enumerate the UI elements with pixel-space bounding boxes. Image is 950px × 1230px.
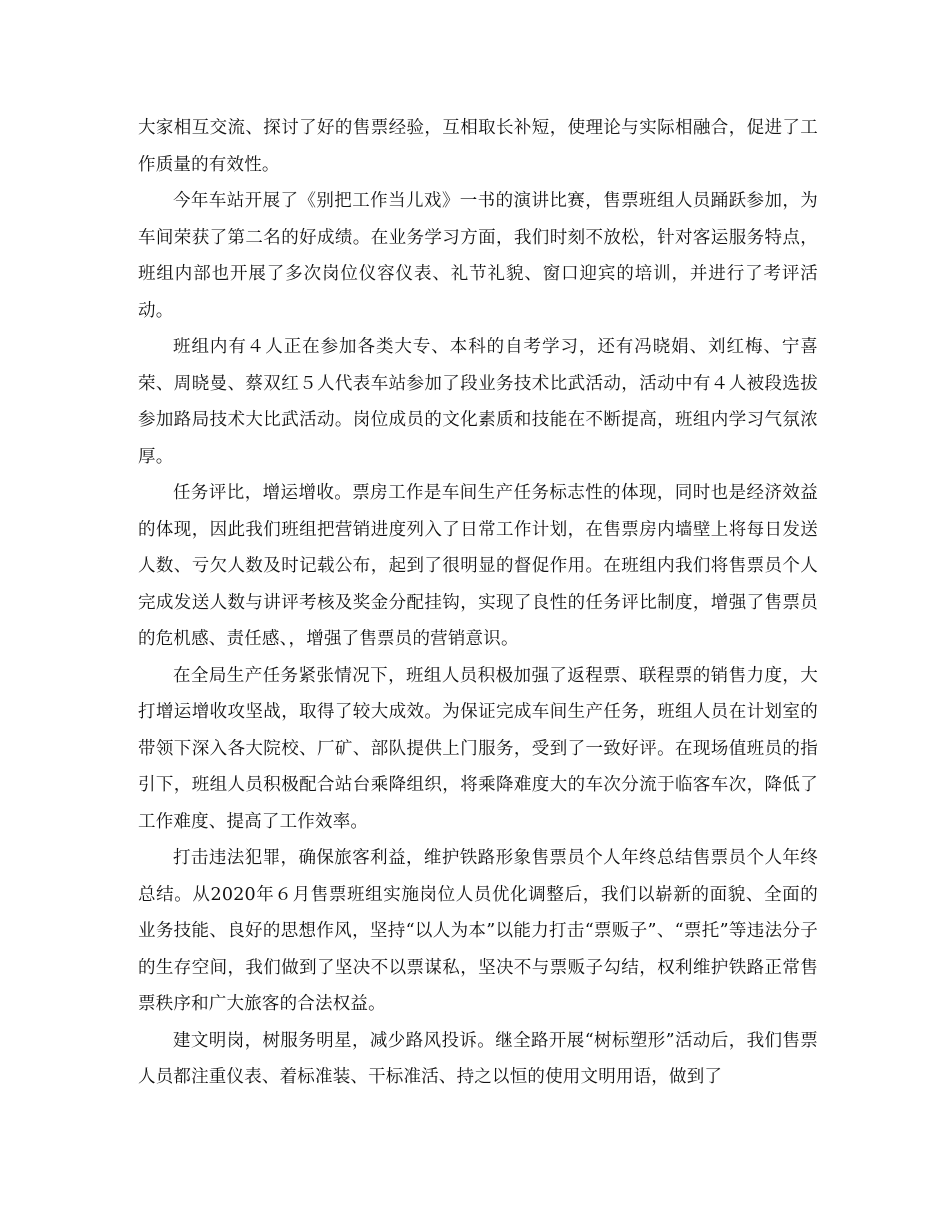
paragraph: 任务评比，增运增收。票房工作是车间生产任务标志性的体现，同时也是经济效益的体现，因此我们班组把营销进度列入了日常工作计划，在售票房内墙壁上将每日发送人数、亏欠人数及时记载公布，起到了很明显的督促作用。在班组内我们将售票员个人完成发送人数与讲评考核及奖金分配挂钩，实现了良性的任务评比制度，增强了售票员的危机感、责任感、，增强了售票员的营销意识。	[138, 483, 818, 649]
paragraph: 班组内有４人正在参加各类大专、本科的自考学习，还有冯晓娟、刘红梅、宁喜荣、周晓曼、蔡双红５人代表车站参加了段业务技术比武活动，活动中有４人被段选拔参加路局技术大比武活动。岗位成员的文化素质和技能在不断提高，班组内学习气氛浓厚。	[138, 337, 818, 467]
paragraph: 打击违法犯罪，确保旅客利益，维护铁路形象售票员个人年终总结售票员个人年终总结。从2020年６月售票班组实施岗位人员优化调整后，我们以崭新的面貌、全面的业务技能、良好的思想作风，坚持“以人为本”以能力打击“票贩子”、“票托”等违法分子的生存空间，我们做到了坚决不以票谋私，坚决不与票贩子勾结，权利维护铁路正常售票秩序和广大旅客的合法权益。	[138, 848, 818, 1014]
paragraph: 在全局生产任务紧张情况下，班组人员积极加强了返程票、联程票的销售力度，大打增运增收攻坚战，取得了较大成效。为保证完成车间生产任务，班组人员在计划室的带领下深入各大院校、厂矿、部队提供上门服务，受到了一致好评。在现场值班员的指引下，班组人员积极配合站台乘降组织，将乘降难度大的车次分流于临客车次，降低了工作难度、提高了工作效率。	[138, 665, 818, 832]
paragraph: 今年车站开展了《别把工作当儿戏》一书的演讲比赛，售票班组人员踊跃参加，为车间荣获了第二名的好成绩。在业务学习方面，我们时刻不放松，针对客运服务特点，班组内部也开展了多次岗位仪容仪表、礼节礼貌、窗口迎宾的培训，并进行了考评活动。	[138, 191, 818, 321]
paragraph: 建文明岗，树服务明星，减少路风投诉。继全路开展“树标塑形”活动后，我们售票人员都注重仪表、着标准装、干标准活、持之以恒的使用文明用语，做到了	[138, 1030, 818, 1087]
paragraph: 大家相互交流、探讨了好的售票经验，互相取长补短，使理论与实际相融合，促进了工作质量的有效性。	[138, 118, 818, 175]
document-body	[138, 110, 818, 1096]
